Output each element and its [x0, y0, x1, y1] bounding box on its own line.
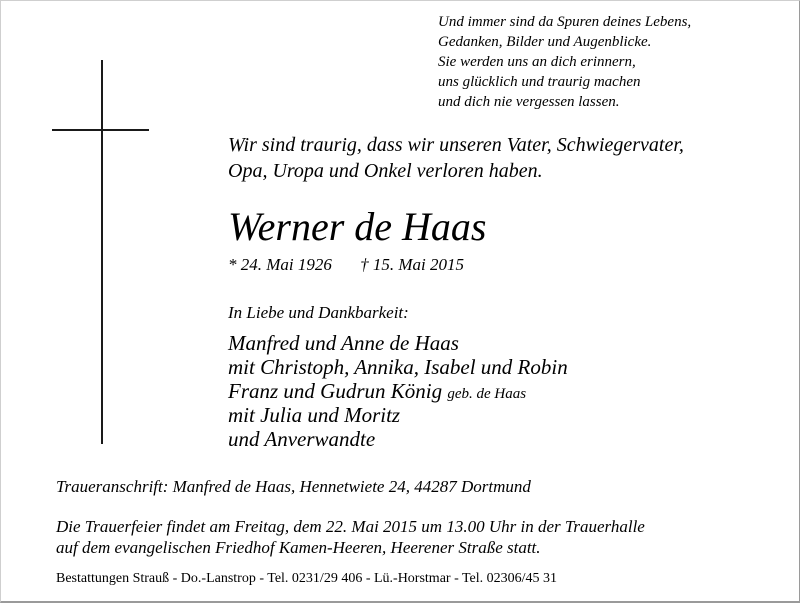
- mourners-list: [228, 331, 568, 451]
- poem-line: uns glücklich und traurig machen: [438, 74, 641, 90]
- funeral-home-footer: Bestattungen Strauß - Do.-Lanstrop - Tel. 0231/29 406 - Lü.-Horstmar - Tel. 02306/45 31: [56, 571, 558, 586]
- poem-line: und dich nie vergessen lassen.: [438, 94, 620, 110]
- poem-line: Und immer sind da Spuren deines Lebens,: [438, 14, 692, 30]
- mourner-line-4: mit Julia und Moritz: [228, 403, 401, 427]
- poem-line: Sie werden uns an dich erinnern,: [438, 54, 636, 70]
- mourner-line-1: Manfred und Anne de Haas: [228, 331, 459, 355]
- ceremony-line-1: Die Trauerfeier findet am Freitag, dem 22. Mai 2015 um 13.00 Uhr in der Trauerhalle: [56, 517, 645, 536]
- intro-line-1: Wir sind traurig, dass wir unseren Vater, Schwiegervater,: [228, 134, 684, 156]
- poem-line: Gedanken, Bilder und Augenblicke.: [438, 34, 652, 50]
- cross-icon: [101, 60, 103, 444]
- mourner-line-3-names: Franz und Gudrun König: [228, 379, 443, 403]
- maiden-name-note: geb. de Haas: [447, 386, 527, 402]
- intro-line-2: Opa, Uropa und Onkel verloren haben.: [228, 160, 543, 182]
- ceremony-line-2: auf dem evangelischen Friedhof Kamen-Heeren, Heerener Straße statt.: [56, 538, 541, 557]
- mourner-line-3: [228, 379, 568, 403]
- mourning-address: Traueranschrift: Manfred de Haas, Hennetwiete 24, 44287 Dortmund: [56, 477, 531, 496]
- ceremony-info: [56, 516, 645, 558]
- deceased-name: Werner de Haas: [228, 204, 487, 249]
- intro-text: [228, 132, 684, 184]
- cross-bar: [52, 129, 149, 131]
- death-date: † 15. Mai 2015: [360, 255, 465, 274]
- mourner-line-5: und Anverwandte: [228, 427, 376, 451]
- mourners-heading: In Liebe und Dankbarkeit:: [228, 303, 409, 322]
- mourner-line-2: mit Christoph, Annika, Isabel und Robin: [228, 355, 568, 379]
- birth-date: * 24. Mai 1926: [228, 255, 332, 274]
- life-dates: [228, 255, 464, 275]
- poem: [438, 12, 691, 112]
